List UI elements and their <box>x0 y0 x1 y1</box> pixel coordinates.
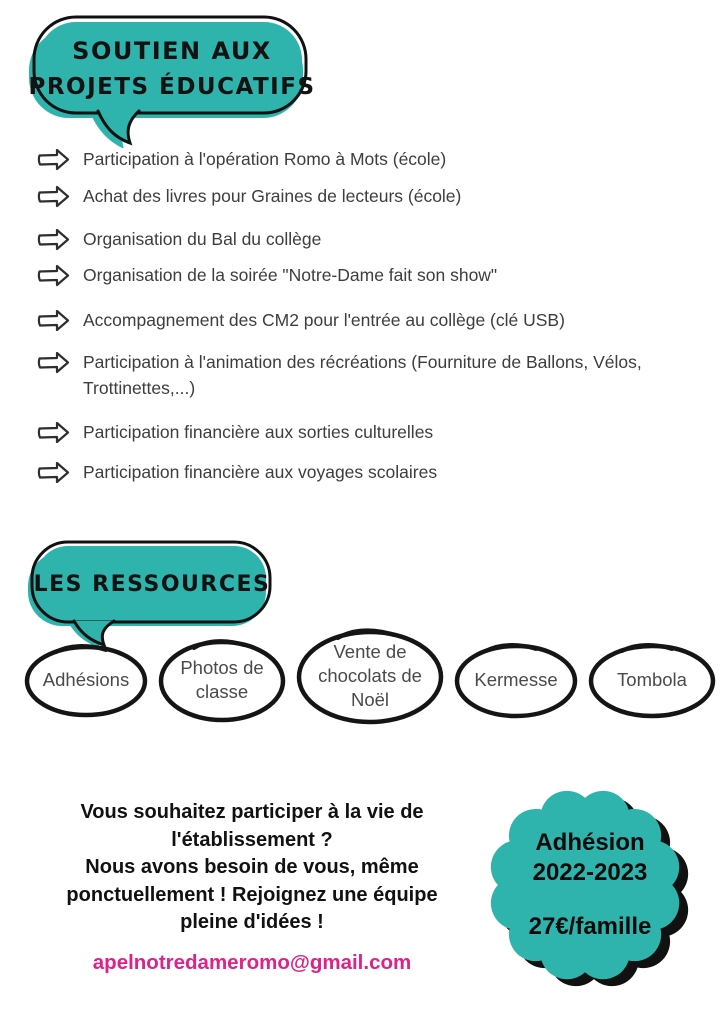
arrow-right-icon <box>36 461 70 484</box>
resource-oval-adhesions <box>22 641 150 719</box>
list-item-label: Organisation de la soirée "Notre-Dame fait son show" <box>83 265 498 285</box>
list-item <box>36 419 646 445</box>
membership-badge <box>486 786 694 994</box>
resource-oval-kermesse <box>452 640 580 720</box>
badge-title-line2: 2022-2023 <box>532 859 648 886</box>
resources-ovals-row <box>22 634 720 726</box>
list-item-label: Participation à l'animation des récréations (Fourniture de Ballons, Vélos, Trottinettes,...) <box>83 352 642 398</box>
badge-title-line1: Adhésion <box>535 829 645 856</box>
resource-oval-label: Tombola <box>617 669 687 691</box>
list-item-label: Participation financière aux sorties culturelles <box>83 422 434 442</box>
list-item <box>36 226 646 252</box>
speech-bubble-shape <box>26 12 318 148</box>
cta-line2: Nous avons besoin de vous, même ponctuellement ! Rejoignez une équipe pleine d'idées ! <box>66 856 438 933</box>
arrow-right-icon <box>36 148 70 171</box>
resource-oval-label: Adhésions <box>42 669 130 691</box>
bubble-projects-line1: SOUTIEN AUX <box>72 37 272 65</box>
arrow-right-icon <box>36 351 70 374</box>
list-item <box>36 183 646 209</box>
arrow-right-icon <box>36 228 70 251</box>
list-item-label: Participation financière aux voyages scolaires <box>83 462 438 482</box>
list-item <box>36 459 646 485</box>
resource-oval-label: Photos de classe <box>180 657 264 702</box>
bubble-projects-line2: PROJETS ÉDUCATIFS <box>28 74 316 100</box>
cta-text-block <box>52 799 452 937</box>
badge-price: 27€/famille <box>528 913 652 940</box>
resource-oval-tombola <box>586 640 718 720</box>
speech-bubble-projects <box>26 12 318 153</box>
bubble-resources-line1: LES RESSOURCES <box>33 572 271 597</box>
list-item <box>36 307 646 333</box>
arrow-right-icon <box>36 309 70 332</box>
resource-oval-label: Vente de chocolats de Noël <box>318 641 422 710</box>
arrow-right-icon <box>36 264 70 287</box>
list-item-label: Achat des livres pour Graines de lecteurs (école) <box>83 186 462 206</box>
list-item <box>36 262 646 288</box>
speech-bubble-shape <box>26 538 280 648</box>
resource-oval-photos <box>156 636 288 724</box>
resource-oval-label: Kermesse <box>474 669 558 691</box>
list-item-label: Organisation du Bal du collège <box>83 229 322 249</box>
badge-text <box>486 786 694 994</box>
email-link[interactable]: apelnotredameromo@gmail.com <box>92 951 412 974</box>
list-item <box>36 349 646 401</box>
projects-list <box>36 146 646 485</box>
arrow-right-icon <box>36 185 70 208</box>
list-item-label: Participation à l'opération Romo à Mots (école) <box>83 149 447 169</box>
list-item <box>36 146 646 172</box>
arrow-right-icon <box>36 421 70 444</box>
resource-oval-chocolats <box>294 626 446 726</box>
cta-line1: Vous souhaitez participer à la vie de l'établissement ? <box>80 801 424 851</box>
list-item-label: Accompagnement des CM2 pour l'entrée au collège (clé USB) <box>83 310 565 330</box>
